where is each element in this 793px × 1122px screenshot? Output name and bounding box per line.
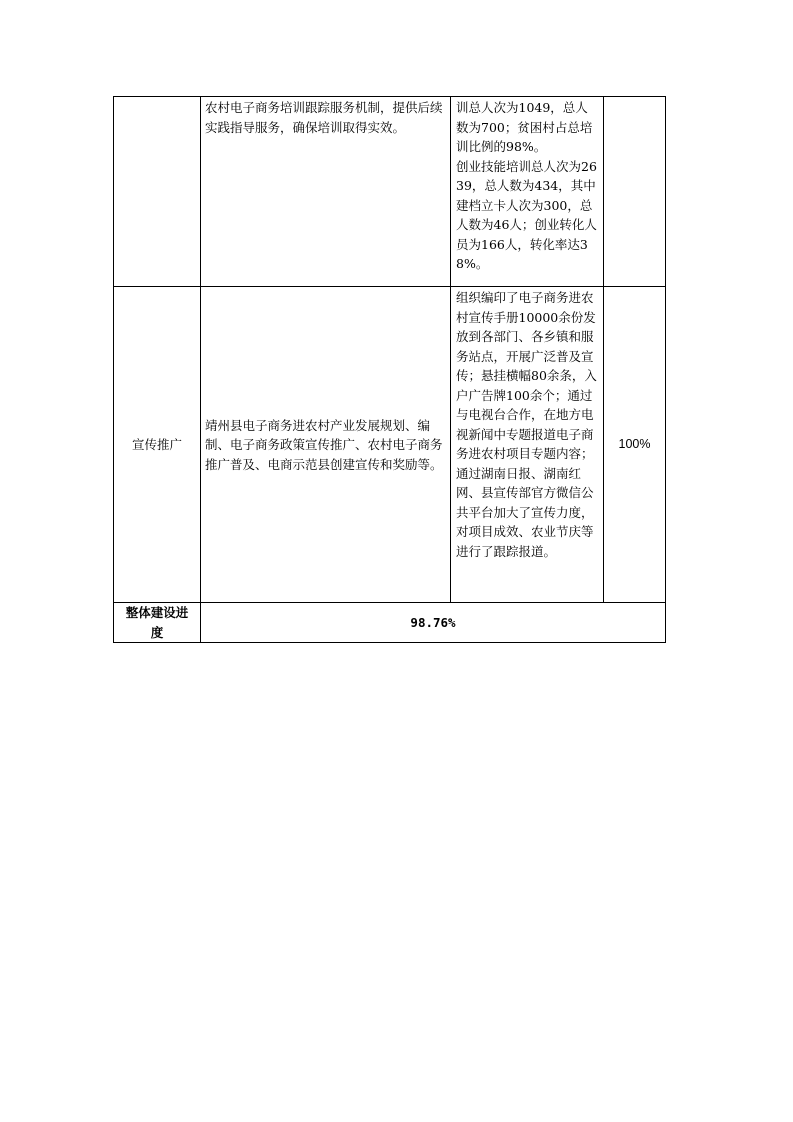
result-text — [451, 97, 603, 274]
result-paragraph: 训总人次为1049，总人数为700；贫困村占总培训比例的98%。 — [456, 100, 593, 154]
summary-label: 整体建设进度 — [114, 603, 201, 643]
summary-value: 98.76% — [201, 603, 666, 643]
percent-cell — [604, 97, 666, 287]
progress-table — [113, 96, 666, 643]
result-paragraph: 创业技能培训总人次为2639，总人数为434，其中建档立卡人次为300，总人数为46人；创业转化人员为166人，转化率达38%。 — [456, 158, 597, 271]
result-cell — [451, 97, 604, 287]
table-row — [114, 287, 666, 603]
category-cell: 宣传推广 — [114, 287, 201, 603]
result-text: 组织编印了电子商务进农村宣传手册10000余份发放到各部门、各乡镇和服务站点，开展广泛普及宣传；悬挂横幅80余条，入户广告牌100余个；通过与电视台合作，在地方电视新闻中专题报道电子商务进农村项目专题内容；通过湖南日报、湖南红网、县宣传部官方微信公共平台加大了宣传力度，对项目成效、农业节庆等进行了跟踪报道。 — [456, 290, 597, 559]
table-row — [114, 97, 666, 287]
result-cell — [451, 287, 604, 603]
summary-row — [114, 603, 666, 643]
percent-cell: 100% — [604, 287, 666, 603]
content-text: 靖州县电子商务进农村产业发展规划、编制、电子商务政策宣传推广、农村电子商务推广普及、电商示范县创建宣传和奖励等。 — [205, 417, 443, 472]
content-cell — [201, 287, 451, 603]
category-cell — [114, 97, 201, 287]
content-text: 农村电子商务培训跟踪服务机制，提供后续实践指导服务，确保培训取得实效。 — [205, 100, 443, 135]
content-cell — [201, 97, 451, 287]
